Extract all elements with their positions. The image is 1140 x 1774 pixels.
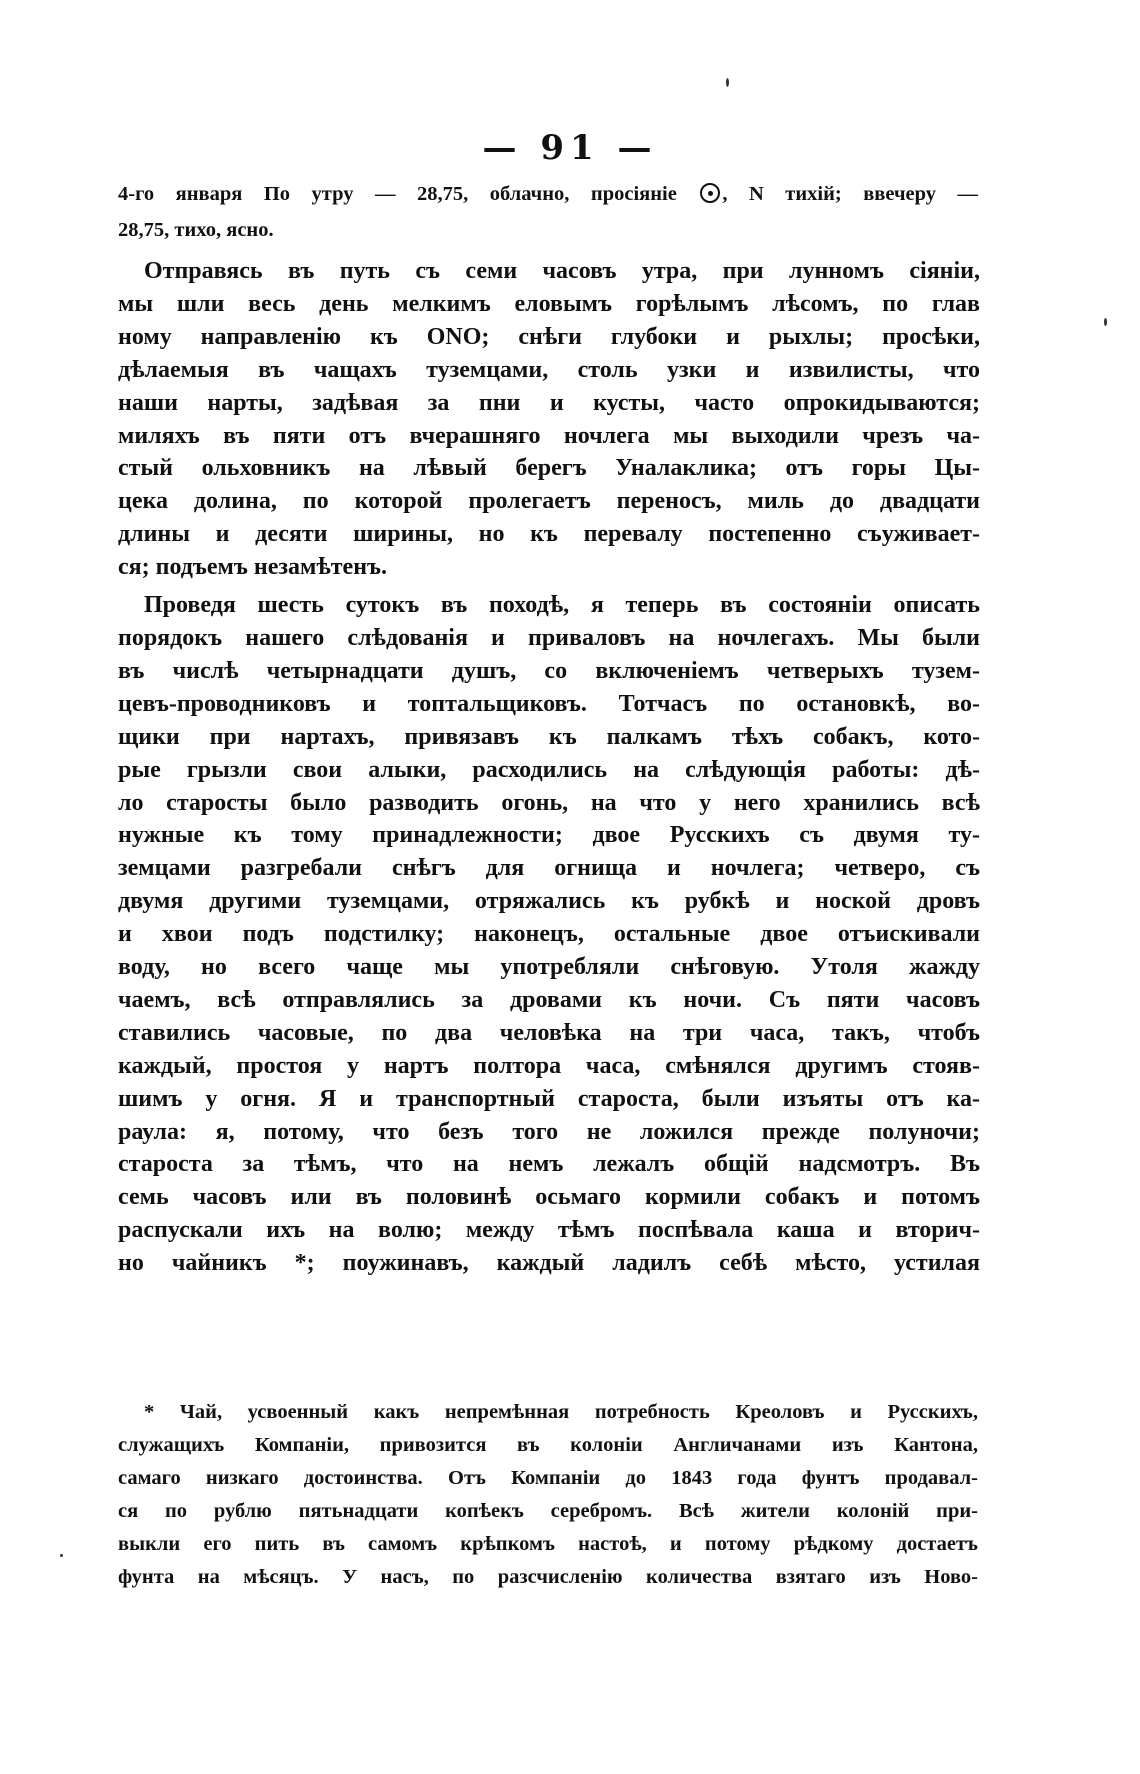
main-text: [118, 255, 980, 1280]
text-line: воду, но всего чаще мы употребляли снѣговую. Утоля жажду: [118, 954, 980, 981]
sun-icon: [700, 183, 720, 203]
text-line: нужные къ тому принадлежности; двое Русскихъ съ двумя ту-: [118, 822, 980, 849]
text-line: и хвои подъ подстилку; наконецъ, остальные двое отъискивали: [118, 921, 980, 948]
text-line: наши нарты, задѣвая за пни и кусты, часто опрокидываются;: [118, 389, 980, 416]
text-line: шимъ у огня. Я и транспортный староста, были изъяты отъ ка-: [118, 1085, 980, 1112]
text-line: дѣлаемыя въ чащахъ туземцами, столь узки и извилисты, что: [118, 356, 980, 383]
text-line: ся; подъемъ незамѣтенъ.: [118, 554, 388, 581]
text-line: стый ольховникъ на лѣвый берегъ Уналаклика; отъ горы Цы-: [118, 455, 980, 482]
text-line: каждый, простоя у нартъ полтора часа, смѣнялся другимъ стояв-: [118, 1052, 980, 1079]
text-line: въ числѣ четырнадцати душъ, со включеніемъ четверыхъ тузем-: [118, 657, 980, 684]
text-line: распускали ихъ на волю; между тѣмъ поспѣвала каша и вторич-: [118, 1217, 980, 1244]
text-line: Проведя шесть сутокъ въ походѣ, я теперь въ состояніи описать: [144, 592, 980, 619]
text-line: ло старосты было разводить огонь, на что у него хранились всѣ: [118, 789, 980, 816]
text-line: раула: я, потому, что безъ того не ложился прежде полуночи;: [118, 1118, 980, 1145]
text-line: миляхъ въ пяти отъ вчерашняго ночлега мы выходили чрезъ ча-: [118, 422, 980, 449]
text-line: ставились часовые, по два человѣка на три часа, такъ, чтобъ: [118, 1019, 980, 1046]
paragraph-2: [118, 589, 980, 1280]
ink-speck: [726, 78, 729, 87]
footnote-line: ся по рублю пятьнадцати копѣекъ серебромъ. Всѣ жители колоній при-: [118, 1500, 978, 1522]
weather-entry: [118, 176, 978, 248]
footnote-line: выкли его пить въ самомъ крѣпкомъ настоѣ, и потому рѣдкому достаетъ: [118, 1533, 978, 1555]
text-line: щики при нартахъ, привязавъ къ палкамъ тѣхъ собакъ, кото-: [118, 723, 980, 750]
ink-speck: [60, 1554, 63, 1557]
footnote: [118, 1396, 978, 1594]
text-line: семь часовъ или въ половинѣ осьмаго кормили собакъ и потомъ: [118, 1184, 980, 1211]
weather-line-end: , N тихій; ввечеру —: [722, 183, 978, 205]
weather-line: [118, 176, 978, 212]
text-line: староста за тѣмъ, что на немъ лежалъ общій надсмотръ. Въ: [118, 1151, 980, 1178]
ink-speck: [1104, 318, 1107, 326]
page-number: — 91 —: [482, 128, 658, 168]
text-line: но чайникъ *; поужинавъ, каждый ладилъ себѣ мѣсто, устилая: [118, 1250, 980, 1277]
text-line: цевъ-проводниковъ и топтальщиковъ. Тотчасъ по остановкѣ, во-: [118, 690, 980, 717]
footnote-line: служащихъ Компаніи, привозится въ колоніи Англичанами изъ Кантона,: [118, 1434, 978, 1456]
text-line: длины и десяти ширины, но къ перевалу постепенно съуживает-: [118, 521, 980, 548]
text-line: порядокъ нашего слѣдованія и приваловъ на ночлегахъ. Мы были: [118, 624, 980, 651]
text-line: рые грызли свои алыки, расходились на слѣдующія работы: дѣ-: [118, 756, 980, 783]
paragraph-1: [118, 255, 980, 584]
text-line: цека долина, по которой пролегаетъ переносъ, миль до двадцати: [118, 488, 980, 515]
text-line: двумя другими туземцами, отряжались къ рубкѣ и ноской дровъ: [118, 888, 980, 915]
footnote-line: самаго низкаго достоинства. Отъ Компаніи до 1843 года фунтъ продавал-: [118, 1467, 978, 1489]
weather-line-start: 4-го января По утру — 28,75, облачно, просіяніе: [118, 183, 699, 205]
text-line: земцами разгребали снѣгъ для огнища и ночлега; четверо, съ: [118, 855, 980, 882]
footnote-line: * Чай, усвоенный какъ непремѣнная потребность Креоловъ и Русскихъ,: [144, 1401, 978, 1423]
text-line: ному направленію къ ONO; снѣги глубоки и рыхлы; просѣки,: [118, 323, 980, 350]
text-line: Отправясь въ путь съ семи часовъ утра, при лунномъ сіяніи,: [144, 258, 980, 284]
footnote-line: фунта на мѣсяцъ. У насъ, по разсчисленію количества взятаго изъ Ново-: [118, 1566, 978, 1588]
weather-line: 28,75, тихо, ясно.: [118, 219, 274, 241]
text-line: чаемъ, всѣ отправлялись за дровами къ ночи. Съ пяти часовъ: [118, 986, 980, 1013]
text-line: мы шли весь день мелкимъ еловымъ горѣлымъ лѣсомъ, по глав: [118, 290, 980, 317]
